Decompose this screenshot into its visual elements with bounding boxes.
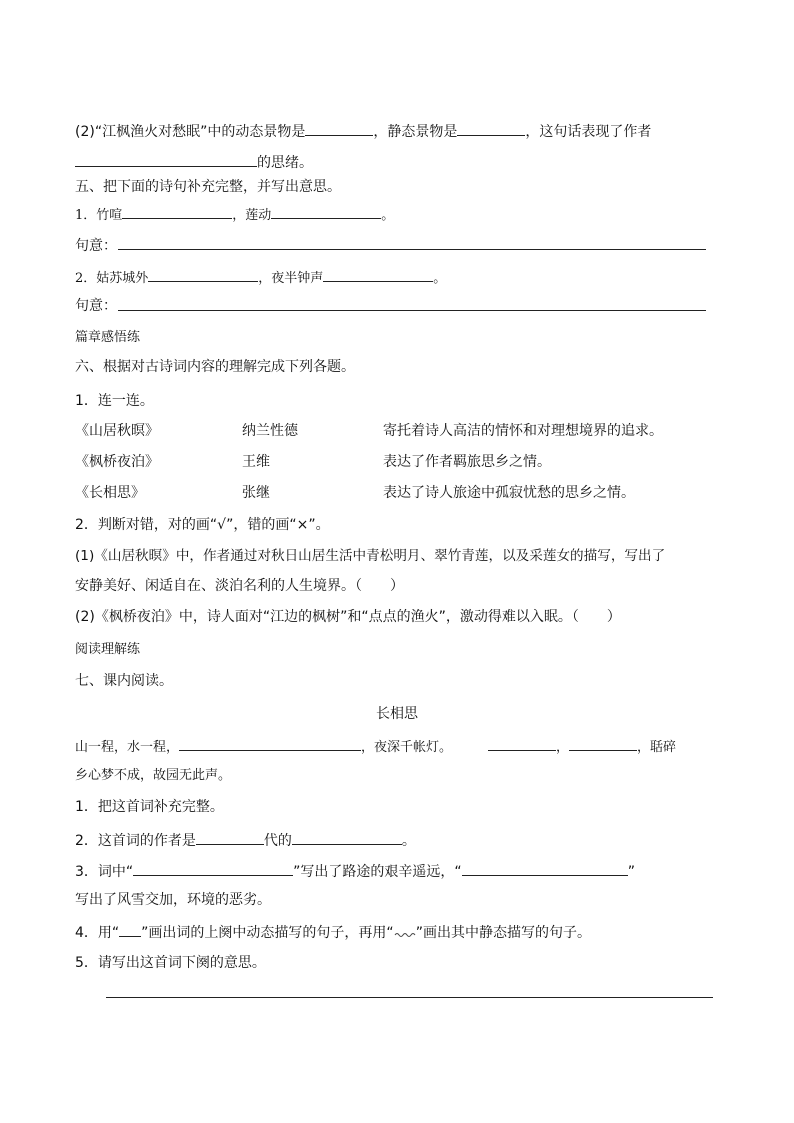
match-poem-2[interactable]: 《枫桥夜泊》 xyxy=(75,454,159,470)
s5-item1 xyxy=(75,203,394,226)
judge-2 xyxy=(75,607,621,627)
s7-q2-a: 2．这首词的作者是 xyxy=(75,833,196,849)
answer-blank[interactable] xyxy=(196,829,264,845)
match-meaning-3[interactable]: 表达了诗人旅途中孤寂忧愁的思乡之情。 xyxy=(383,485,635,501)
q2-text-pre: (2)“江枫渔火对愁眠”中的动态景物是 xyxy=(75,124,306,140)
q2-line2-text: 的思绪。 xyxy=(257,155,313,171)
answer-line[interactable] xyxy=(106,997,713,998)
judge-1-text: 安静美好、闲适自在、淡泊名利的人生境界。（ xyxy=(75,578,362,594)
match-author-1[interactable]: 纳兰性德 xyxy=(242,423,298,439)
match-author-2[interactable]: 王维 xyxy=(242,454,270,470)
match-meaning-1[interactable]: 寄托着诗人高洁的情怀和对理想境界的追求。 xyxy=(383,423,663,439)
match-meaning-2[interactable]: 表达了作者羁旅思乡之情。 xyxy=(383,454,551,470)
s7-q2-c: 。 xyxy=(401,833,416,849)
judge-1-close: ） xyxy=(390,578,404,594)
s7-q3-b: ”写出了路途的艰辛遥远，“ xyxy=(293,864,462,880)
poem-title: 长相思 xyxy=(376,706,418,722)
answer-blank[interactable] xyxy=(488,735,556,751)
s5-meaning2-label: 句意： xyxy=(75,298,117,314)
answer-line[interactable] xyxy=(118,249,706,250)
poem-l1-c: ， xyxy=(556,740,570,755)
s7-q4-a: 4．用“ xyxy=(75,925,120,941)
s5-meaning1-label: 句意： xyxy=(75,238,117,254)
section-6-heading: 六、根据对古诗词内容的理解完成下列各题。 xyxy=(75,359,355,375)
s7-q2-b: 代的 xyxy=(263,833,292,849)
section-5-heading: 五、把下面的诗句补充完整，并写出意思。 xyxy=(75,179,341,195)
match-poem-3[interactable]: 《长相思》 xyxy=(75,485,145,501)
answer-blank[interactable] xyxy=(457,120,525,136)
s7-q4-c: ”画出其中静态描写的句子。 xyxy=(415,925,591,941)
match-author-3[interactable]: 张继 xyxy=(242,485,270,501)
straight-underline-icon xyxy=(119,921,141,937)
question-2-line2 xyxy=(75,151,313,173)
answer-blank[interactable] xyxy=(462,860,628,876)
poem-l1-d: ，聒碎 xyxy=(637,740,677,755)
answer-blank[interactable] xyxy=(271,203,381,219)
question-2-line1 xyxy=(75,120,651,142)
s5-item2-b: ，夜半钟声 xyxy=(258,271,324,286)
section-label-reading: 阅读理解练 xyxy=(75,642,141,657)
answer-blank[interactable] xyxy=(75,151,257,167)
s5-item2-c: 。 xyxy=(433,271,447,286)
judge-2-text: (2)《枫桥夜泊》中，诗人面对“江边的枫树”和“点点的渔火”，激动得难以入眠。（ xyxy=(75,609,579,625)
judge-1-line2 xyxy=(75,576,404,596)
s5-item1-c: 。 xyxy=(381,208,395,223)
answer-blank[interactable] xyxy=(323,266,433,282)
s7-q3-c: ” xyxy=(627,864,635,880)
answer-blank[interactable] xyxy=(133,860,293,876)
s7-q5: 5．请写出这首词下阕的意思。 xyxy=(75,955,266,971)
poem-l1-b: ，夜深千帐灯。 xyxy=(361,740,453,755)
s7-q3-a: 3．词中“ xyxy=(75,864,134,880)
wavy-underline-icon xyxy=(394,923,416,937)
s5-item2 xyxy=(75,266,446,289)
judge-2-close: ） xyxy=(606,609,621,625)
poem-l1-a: 山一程，水一程， xyxy=(75,740,180,755)
answer-blank[interactable] xyxy=(179,735,361,751)
s7-q4 xyxy=(75,921,591,943)
s7-q3-line2: 写出了风雪交加，环境的恶劣。 xyxy=(75,892,271,908)
s7-q2 xyxy=(75,829,416,851)
poem-line-2: 乡心梦不成，故园无此声。 xyxy=(75,768,232,783)
q2-text-post: ，这句话表现了作者 xyxy=(525,124,652,140)
answer-line[interactable] xyxy=(118,310,706,311)
answer-blank[interactable] xyxy=(305,120,373,136)
s5-item1-a: 1．竹喧 xyxy=(75,208,123,223)
s5-item2-a: 2．姑苏城外 xyxy=(75,271,149,286)
answer-blank[interactable] xyxy=(569,735,637,751)
section-label-piece: 篇章感悟练 xyxy=(75,330,141,345)
poem-line-1 xyxy=(75,735,676,758)
answer-blank[interactable] xyxy=(122,203,232,219)
answer-blank[interactable] xyxy=(148,266,258,282)
section-7-heading: 七、课内阅读。 xyxy=(75,673,173,689)
match-poem-1[interactable]: 《山居秋暝》 xyxy=(75,423,159,439)
s7-q3-line1 xyxy=(75,860,635,882)
answer-blank[interactable] xyxy=(292,829,402,845)
s6-q2: 2．判断对错，对的画“√”，错的画“×”。 xyxy=(75,517,330,533)
judge-1-line1: (1)《山居秋暝》中，作者通过对秋日山居生活中青松明月、翠竹青莲，以及采莲女的描写，写出了 xyxy=(75,548,666,564)
s7-q4-b: ”画出词的上阕中动态描写的句子，再用“ xyxy=(141,925,394,941)
q2-text-mid: ，静态景物是 xyxy=(373,124,458,140)
s5-item1-b: ，莲动 xyxy=(232,208,272,223)
s7-q1: 1．把这首词补充完整。 xyxy=(75,799,224,815)
s6-q1: 1．连一连。 xyxy=(75,393,154,409)
